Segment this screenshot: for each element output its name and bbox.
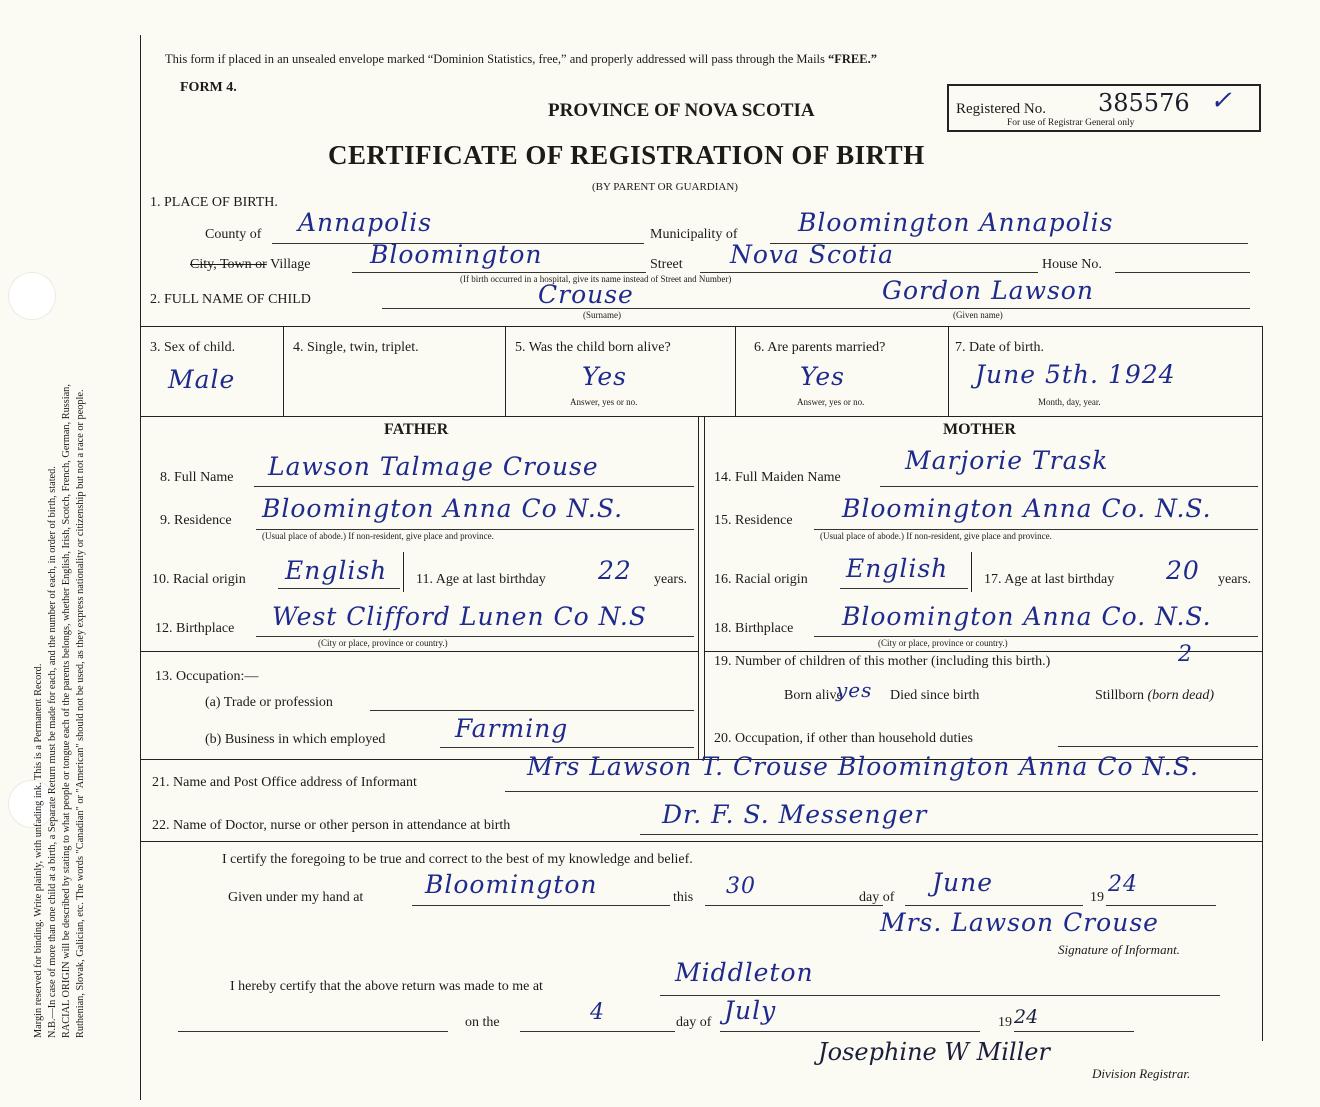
registrar-blank-line (178, 1031, 448, 1032)
given-day: 30 (726, 874, 756, 899)
rule-col2 (505, 326, 506, 416)
street-label: Street (650, 257, 683, 272)
rule-father-birthplace (140, 651, 698, 652)
father-birthplace-label: 12. Birthplace (155, 621, 235, 636)
father-years-label: years. (654, 572, 688, 587)
father-residence: Bloomington Anna Co N.S. (262, 494, 624, 523)
alive-value: Yes (582, 362, 627, 391)
certificate-subtitle: (BY PARENT OR GUARDIAN) (592, 181, 738, 193)
checkmark-icon: ✓ (1210, 86, 1233, 116)
village-line (352, 272, 646, 273)
mother-name-line (880, 486, 1258, 487)
rule-father-racial (403, 552, 404, 592)
child-name-line (382, 308, 1250, 309)
alive-label: 5. Was the child born alive? (515, 340, 671, 355)
father-racial-label: 10. Racial origin (152, 572, 246, 587)
married-label: 6. Are parents married? (754, 340, 886, 355)
given-year-prefix: 19 (1090, 890, 1104, 905)
village-value: Bloomington (370, 240, 543, 269)
given-day-line (705, 905, 883, 906)
rule-col4 (948, 326, 949, 416)
mother-age: 20 (1166, 556, 1200, 585)
rule-right (1262, 326, 1263, 1041)
postal-note: This form if placed in an unsealed envelope marked “Dominion Statistics, free,” and properly addressed will pass through the Mails “FREE.” (165, 52, 877, 66)
mother-name: Marjorie Trask (905, 446, 1109, 475)
father-racial-line (278, 588, 400, 589)
mother-heading: MOTHER (943, 421, 1016, 438)
mother-birthplace-line (814, 636, 1258, 637)
registrar-month: July (724, 996, 777, 1025)
form-number: FORM 4. (180, 80, 237, 95)
this-label: this (673, 890, 694, 905)
born-alive-label: Born alive (784, 688, 843, 703)
given-day-of-label: day of (859, 890, 895, 905)
given-place-line (412, 905, 670, 906)
place-heading: 1. PLACE OF BIRTH. (150, 195, 278, 210)
mother-racial: English (846, 554, 949, 583)
dob-value: June 5th. 1924 (975, 360, 1176, 389)
given-month-line (905, 905, 1083, 906)
given-month: June (932, 868, 994, 897)
sex-value: Male (168, 365, 236, 394)
mother-children: 2 (1178, 642, 1193, 667)
father-trade-label: (a) Trade or profession (205, 695, 333, 710)
father-business-line (440, 747, 694, 748)
mother-residence-line (814, 529, 1258, 530)
registrar-line: I hereby certify that the above return was made to me at (230, 979, 543, 994)
child-name-label: 2. FULL NAME OF CHILD (150, 292, 311, 307)
surname-caption: (Surname) (583, 310, 621, 320)
street-line (700, 272, 1038, 273)
father-racial: English (285, 556, 388, 585)
father-birthplace: West Clifford Lunen Co N.S (272, 602, 647, 631)
village-label: City, Town or Village (190, 257, 311, 272)
mother-residence-label: 15. Residence (714, 513, 793, 528)
dob-caption: Month, day, year. (1038, 397, 1101, 407)
doctor-label: 22. Name of Doctor, nurse or other person in attendance at birth (152, 818, 511, 833)
father-business-label: (b) Business in which employed (205, 732, 386, 747)
registrar-day: 4 (590, 1000, 605, 1025)
mother-racial-label: 16. Racial origin (714, 572, 808, 587)
hospital-note: (If birth occurred in a hospital, give its name instead of Street and Number) (460, 274, 732, 284)
mother-birthplace-label: 18. Birthplace (714, 621, 794, 636)
father-birthplace-caption: (City or place, province or country.) (318, 638, 448, 648)
house-line (1115, 272, 1250, 273)
mother-occupation-line (1058, 746, 1258, 747)
father-name: Lawson Talmage Crouse (268, 452, 599, 481)
father-trade-line (370, 710, 694, 711)
given-under-label: Given under my hand at (228, 890, 364, 905)
certificate-title: CERTIFICATE OF REGISTRATION OF BIRTH (328, 140, 925, 170)
given-place: Bloomington (425, 870, 598, 899)
rule-parents-top (140, 416, 1262, 417)
dob-label: 7. Date of birth. (955, 340, 1045, 355)
registrar-place: Middleton (675, 958, 814, 987)
doctor-value: Dr. F. S. Messenger (662, 800, 928, 829)
married-caption: Answer, yes or no. (797, 397, 865, 407)
mother-birthplace-caption: (City or place, province or country.) (878, 638, 1008, 648)
registrar-on-label: on the (465, 1015, 500, 1030)
rule-parents-mid (698, 416, 699, 759)
mother-age-label: 17. Age at last birthday (984, 572, 1115, 587)
sex-label: 3. Sex of child. (150, 340, 236, 355)
father-age-label: 11. Age at last birthday (416, 572, 546, 587)
street-value: Nova Scotia (730, 240, 895, 269)
registrar-caption: Division Registrar. (1092, 1066, 1191, 1081)
rule-col3 (735, 326, 736, 416)
child-surname: Crouse (538, 280, 634, 309)
rule-col1 (283, 326, 284, 416)
signature-caption: Signature of Informant. (1058, 942, 1180, 957)
mother-name-label: 14. Full Maiden Name (714, 470, 841, 485)
died-label: Died since birth (890, 688, 980, 703)
rule-mother-racial (971, 552, 972, 592)
stillborn-label: Stillborn (born dead) (1095, 688, 1215, 703)
father-heading: FATHER (384, 421, 449, 438)
father-residence-line (256, 529, 694, 530)
registrar-year-suffix: 24 (1014, 1006, 1039, 1028)
given-year-line (1106, 905, 1216, 906)
registrar-day-line (520, 1031, 675, 1032)
given-year-suffix: 24 (1108, 872, 1138, 897)
alive-caption: Answer, yes or no. (570, 397, 638, 407)
born-alive-value: yes (836, 678, 873, 702)
father-age: 22 (598, 556, 632, 585)
margin-instructions: Margin reserved for binding. Write plainly, with unfading ink. This is a Permanent Record. N.B.—In case of more than one child at a birth, a Separate Return must be made for each, and the number of each, in order of birth, stated. RACIAL ORIGIN will be described by stating to what people or tongue each of the parents belongs, whether English, Irish, Scotch, French, German, Russian, Ruthenian, Slovak, Galician, etc. The words "Canadian" or "American" should not be used, as they express nationality or citizenship but not a race or people. (33, 384, 86, 1038)
registrar-day-of-label: day of (676, 1015, 712, 1030)
married-value: Yes (800, 362, 845, 391)
margin-rule (140, 35, 141, 1100)
rule-row3-top (140, 326, 1262, 327)
mother-occupation-label: 20. Occupation, if other than household duties (714, 731, 973, 746)
county-label: County of (205, 227, 262, 242)
given-caption: (Given name) (953, 310, 1003, 320)
single-label: 4. Single, twin, triplet. (293, 340, 419, 355)
registrar-month-line (720, 1031, 980, 1032)
municipality-label: Municipality of (650, 227, 738, 242)
municipality-value: Bloomington Annapolis (798, 208, 1114, 237)
informant-signature: Mrs. Lawson Crouse (880, 908, 1159, 937)
mother-racial-line (840, 588, 968, 589)
registrar-year-prefix: 19 (998, 1015, 1012, 1030)
father-birthplace-line (256, 636, 694, 637)
registered-label: Registered No. (956, 101, 1046, 117)
mother-children-label: 19. Number of children of this mother (including this birth.) (714, 654, 1051, 669)
father-occupation-label: 13. Occupation:— (155, 669, 259, 684)
rule-parents-mid2 (704, 416, 705, 759)
county-value: Annapolis (298, 208, 433, 237)
house-label: House No. (1042, 257, 1102, 272)
doctor-line (640, 834, 1258, 835)
registered-number: 385576 (1098, 89, 1190, 117)
father-name-line (254, 486, 694, 487)
father-residence-label: 9. Residence (160, 513, 232, 528)
certify-line: I certify the foregoing to be true and correct to the best of my knowledge and belief. (222, 852, 693, 867)
father-residence-caption: (Usual place of abode.) If non-resident, give place and province. (262, 531, 494, 541)
mother-residence: Bloomington Anna Co. N.S. (842, 494, 1212, 523)
mother-years-label: years. (1218, 572, 1252, 587)
mother-residence-caption: (Usual place of abode.) If non-resident, give place and province. (820, 531, 1052, 541)
informant-label: 21. Name and Post Office address of Informant (152, 775, 417, 790)
informant-line (505, 791, 1258, 792)
province-heading: PROVINCE OF NOVA SCOTIA (548, 100, 815, 121)
child-given-name: Gordon Lawson (882, 276, 1094, 305)
father-business: Farming (455, 714, 569, 743)
registrar-year-line (1014, 1031, 1134, 1032)
rule-certify-top (140, 841, 1262, 842)
father-name-label: 8. Full Name (160, 470, 234, 485)
registrar-signature: Josephine W Miller (818, 1038, 1050, 1066)
informant-value: Mrs Lawson T. Crouse Bloomington Anna Co N.S. (527, 752, 1199, 781)
registrar-note: For use of Registrar General only (1007, 118, 1135, 128)
mother-birthplace: Bloomington Anna Co. N.S. (842, 602, 1212, 631)
